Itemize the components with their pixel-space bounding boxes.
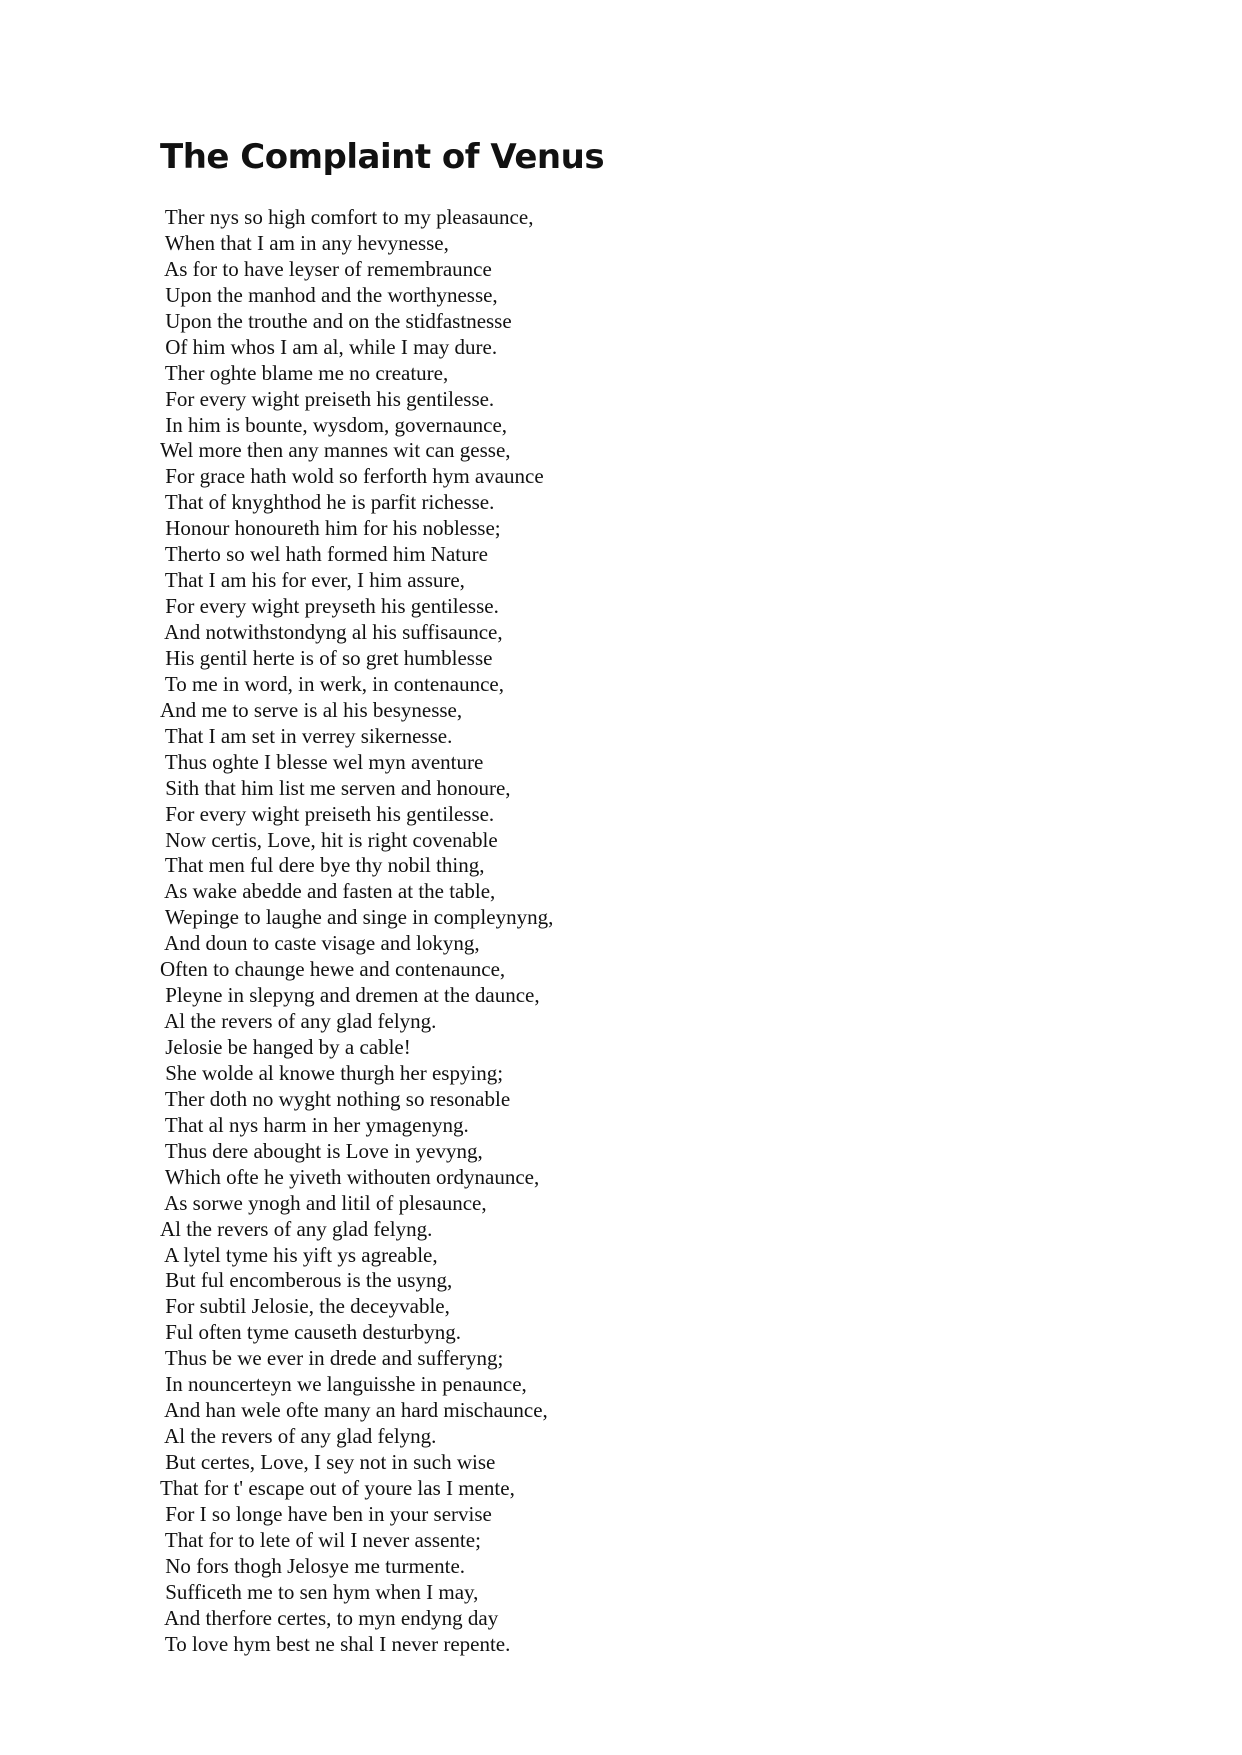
poem-line: Al the revers of any glad felyng. xyxy=(160,1424,437,1449)
poem-line: As for to have leyser of remembraunce xyxy=(160,256,492,281)
poem-line: For subtil Jelosie, the deceyvable, xyxy=(160,1294,450,1319)
poem-line: Thus dere abought is Love in yevyng, xyxy=(160,1138,483,1163)
poem-line: Of him whos I am al, while I may dure. xyxy=(160,334,498,359)
poem-line: Ther doth no wyght nothing so resonable xyxy=(160,1086,511,1111)
poem-line: Upon the trouthe and on the stidfastnesse xyxy=(160,308,512,333)
poem-line: Upon the manhod and the worthynesse, xyxy=(160,282,498,307)
poem-line: Sith that him list me serven and honoure, xyxy=(160,775,511,800)
poem-line: And doun to caste visage and lokyng, xyxy=(160,931,480,956)
poem-line: For every wight preyseth his gentilesse. xyxy=(160,594,499,619)
poem-line: That for to lete of wil I never assente; xyxy=(160,1527,481,1552)
poem-line: And me to serve is al his besynesse, xyxy=(160,697,463,722)
poem-line: Which ofte he yiveth withouten ordynaunce, xyxy=(160,1164,540,1189)
poem-line: Pleyne in slepyng and dremen at the daunce, xyxy=(160,983,540,1008)
poem-line: When that I am in any hevynesse, xyxy=(160,230,449,255)
poem-line: To me in word, in werk, in contenaunce, xyxy=(160,671,504,696)
poem-line: Thus oghte I blesse wel myn aventure xyxy=(160,749,484,774)
poem-line: A lytel tyme his yift ys agreable, xyxy=(160,1242,438,1267)
poem-line: Al the revers of any glad felyng. xyxy=(160,1009,437,1034)
poem-line: Wepinge to laughe and singe in compleynyng, xyxy=(160,905,554,930)
poem-line: She wolde al knowe thurgh her espying; xyxy=(160,1060,504,1085)
poem-line: His gentil herte is of so gret humblesse xyxy=(160,645,493,670)
poem-line: Ful often tyme causeth desturbyng. xyxy=(160,1320,461,1345)
poem-line: That of knyghthod he is parfit richesse. xyxy=(160,490,495,515)
poem-line: And therfore certes, to myn endyng day xyxy=(160,1605,499,1630)
poem-line: That for t' escape out of youre las I mente, xyxy=(160,1475,515,1500)
poem-line: Al the revers of any glad felyng. xyxy=(160,1216,433,1241)
poem-line: But ful encomberous is the usyng, xyxy=(160,1268,453,1293)
poem-line: Ther nys so high comfort to my pleasaunce, xyxy=(160,205,534,229)
poem-line: In nouncerteyn we languisshe in penaunce, xyxy=(160,1372,527,1397)
poem-line: In him is bounte, wysdom, governaunce, xyxy=(160,412,508,437)
poem-line: And notwithstondyng al his suffisaunce, xyxy=(160,620,503,644)
poem-line: For every wight preiseth his gentilesse. xyxy=(160,386,495,411)
poem-body xyxy=(160,205,553,1658)
poem-line: But certes, Love, I sey not in such wise xyxy=(160,1450,496,1474)
poem-line: That I am his for ever, I him assure, xyxy=(160,568,465,593)
poem-line: No fors thogh Jelosye me turmente. xyxy=(160,1553,466,1578)
poem-line: As sorwe ynogh and litil of plesaunce, xyxy=(160,1190,487,1215)
poem-line: Honour honoureth him for his noblesse; xyxy=(160,516,501,541)
poem-line: For grace hath wold so ferforth hym avaunce xyxy=(160,464,544,489)
poem-line: Sufficeth me to sen hym when I may, xyxy=(160,1579,479,1604)
poem-line: Therto so wel hath formed him Nature xyxy=(160,542,488,567)
poem-line: For every wight preiseth his gentilesse. xyxy=(160,801,495,826)
poem-line: Thus be we ever in drede and sufferyng; xyxy=(160,1346,504,1371)
poem-line: Often to chaunge hewe and contenaunce, xyxy=(160,957,506,982)
poem-line: That men ful dere bye thy nobil thing, xyxy=(160,853,485,878)
poem-line: And han wele ofte many an hard mischaunce, xyxy=(160,1398,548,1423)
poem-line: Jelosie be hanged by a cable! xyxy=(160,1035,411,1059)
poem-line: As wake abedde and fasten at the table, xyxy=(160,879,496,904)
poem-line: To love hym best ne shal I never repente. xyxy=(160,1631,511,1656)
poem-line: That al nys harm in her ymagenyng. xyxy=(160,1112,469,1137)
poem-line: Ther oghte blame me no creature, xyxy=(160,360,449,385)
poem-line: That I am set in verrey sikernesse. xyxy=(160,723,453,748)
poem-line: Wel more then any mannes wit can gesse, xyxy=(160,438,511,463)
poem-line: Now certis, Love, hit is right covenable xyxy=(160,827,498,852)
page-title: The Complaint of Venus xyxy=(160,137,605,177)
poem-line: For I so longe have ben in your servise xyxy=(160,1501,492,1526)
